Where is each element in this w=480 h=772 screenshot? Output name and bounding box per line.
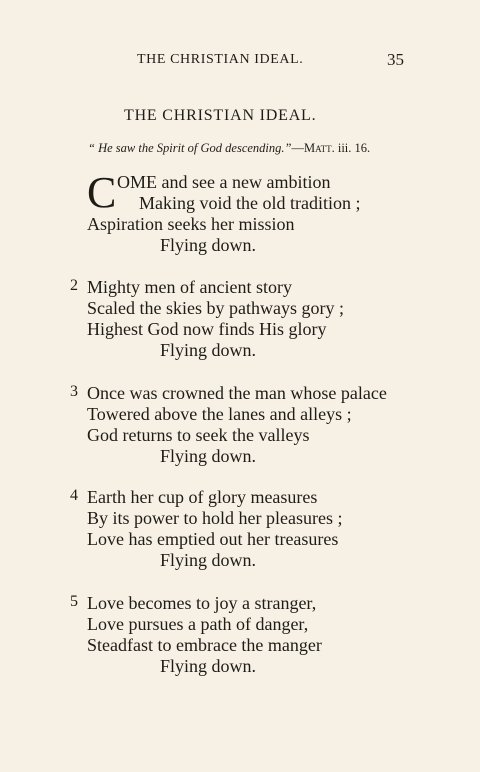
stanza-line: Flying down.: [160, 550, 257, 570]
hymn-title: THE CHRISTIAN IDEAL.: [124, 107, 317, 124]
stanza-line: Flying down.: [160, 656, 257, 676]
stanza-line: Aspiration seeks her mission: [87, 214, 295, 234]
epigraph: [88, 141, 370, 156]
running-head: THE CHRISTIAN IDEAL.: [137, 52, 304, 67]
stanza-4: [70, 487, 417, 571]
stanza-number: 4: [70, 487, 78, 504]
stanza-line: Love becomes to joy a stranger,: [87, 593, 317, 613]
epigraph-reference: [304, 141, 370, 155]
stanza-5: [70, 593, 417, 677]
stanza-line: Scaled the skies by pathways gory ;: [87, 298, 344, 318]
epigraph-book: Matt.: [303, 141, 335, 155]
stanza-line: Flying down.: [160, 235, 257, 255]
stanza-number: 3: [70, 383, 78, 400]
stanza-line: Love has emptied out her treasures: [87, 529, 339, 549]
stanza-line: God returns to seek the valleys: [87, 425, 310, 445]
page-number: 35: [387, 50, 404, 69]
epigraph-verse: iii. 16.: [334, 141, 371, 155]
stanza-line: Love pursues a path of danger,: [87, 614, 309, 634]
stanza-line: Making void the old tradition ;: [139, 193, 361, 213]
stanza-2: [70, 277, 417, 361]
stanza-line: OME and see a new ambition: [117, 172, 331, 192]
stanza-line: Mighty men of ancient story: [87, 277, 292, 297]
stanza-line: Earth her cup of glory measures: [87, 487, 318, 507]
epigraph-quote: “ He saw the Spirit of God descending.”: [88, 141, 292, 155]
stanza-line: Towered above the lanes and alleys ;: [87, 404, 352, 424]
stanza-line: Once was crowned the man whose palace: [87, 383, 387, 403]
stanza-line: Steadfast to embrace the manger: [87, 635, 322, 655]
drop-cap: C: [87, 168, 117, 217]
stanza-number: 5: [70, 593, 78, 610]
stanza-1: [87, 168, 417, 256]
stanza-line: Flying down.: [160, 340, 257, 360]
stanza-number: 2: [70, 277, 78, 294]
stanza-line: Flying down.: [160, 446, 257, 466]
stanza-line: By its power to hold her pleasures ;: [87, 508, 343, 528]
stanza-3: [70, 383, 417, 467]
epigraph-dash: —: [291, 141, 304, 155]
stanza-line: Highest God now finds His glory: [87, 319, 327, 339]
